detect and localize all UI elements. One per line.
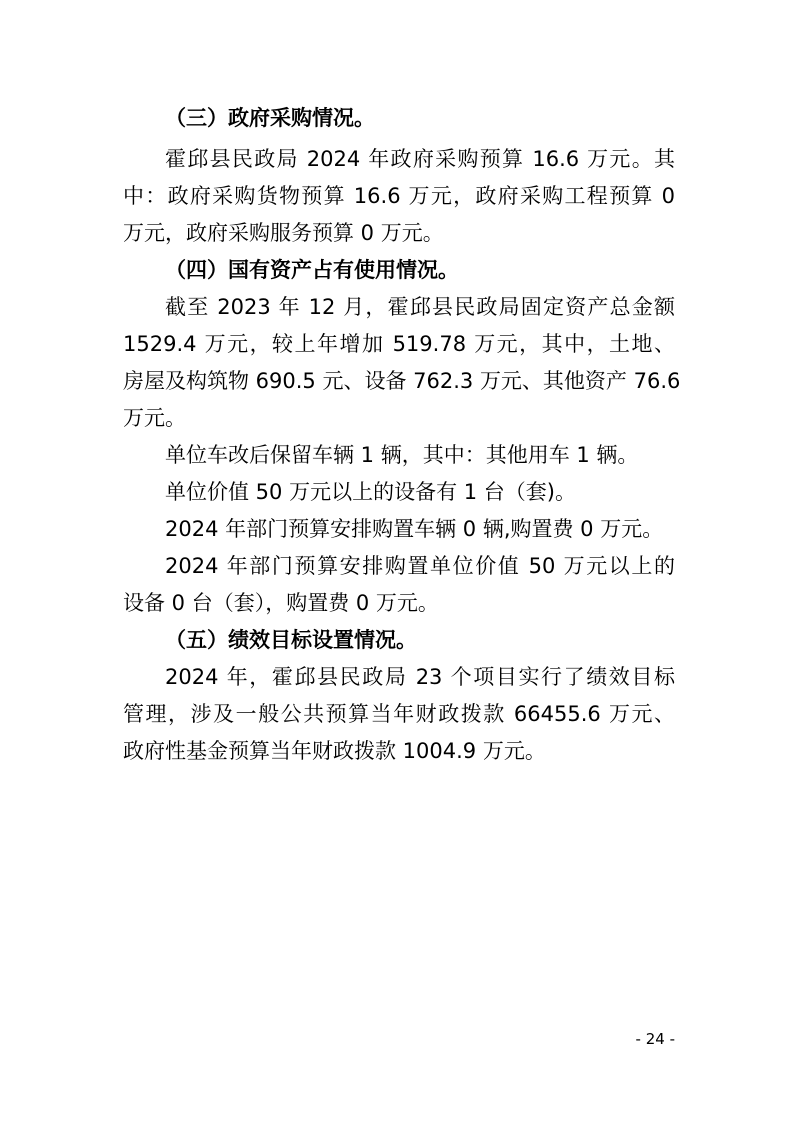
paragraph-line: 管理，涉及一般公共预算当年财政拨款 66455.6 万元、 <box>123 702 675 726</box>
paragraph-line: 万元，政府采购服务预算 0 万元。 <box>123 221 444 245</box>
paragraph-line: 万元。 <box>123 406 186 430</box>
paragraph-line: 1529.4 万元，较上年增加 519.78 万元，其中，土地、 <box>123 332 675 356</box>
page-number: - 24 - <box>635 1030 675 1048</box>
paragraph-line: 房屋及构筑物 690.5 元、设备 762.3 万元、其他资产 76.6 <box>123 369 681 393</box>
paragraph-line: 霍邱县民政局 2024 年政府采购预算 16.6 万元。其 <box>165 147 675 171</box>
section-heading-performance-goals: （五）绩效目标设置情况。 <box>165 628 417 652</box>
paragraph-line: 设备 0 台（套），购置费 0 万元。 <box>123 591 439 615</box>
section-heading-procurement: （三）政府采购情况。 <box>165 106 375 130</box>
paragraph-line: 中：政府采购货物预算 16.6 万元，政府采购工程预算 0 <box>123 184 675 208</box>
paragraph-line: 单位价值 50 万元以上的设备有 1 台（套)。 <box>165 480 576 504</box>
paragraph-line: 2024 年部门预算安排购置车辆 0 辆,购置费 0 万元。 <box>165 517 664 541</box>
paragraph-line: 2024 年部门预算安排购置单位价值 50 万元以上的 <box>165 554 675 578</box>
paragraph-line: 截至 2023 年 12 月，霍邱县民政局固定资产总金额 <box>165 295 675 319</box>
paragraph-line: 政府性基金预算当年财政拨款 1004.9 万元。 <box>123 739 546 763</box>
section-heading-state-assets: （四）国有资产占有使用情况。 <box>165 258 459 282</box>
paragraph-line: 单位车改后保留车辆 1 辆，其中：其他用车 1 辆。 <box>165 443 639 467</box>
paragraph-line: 2024 年，霍邱县民政局 23 个项目实行了绩效目标 <box>165 665 675 689</box>
